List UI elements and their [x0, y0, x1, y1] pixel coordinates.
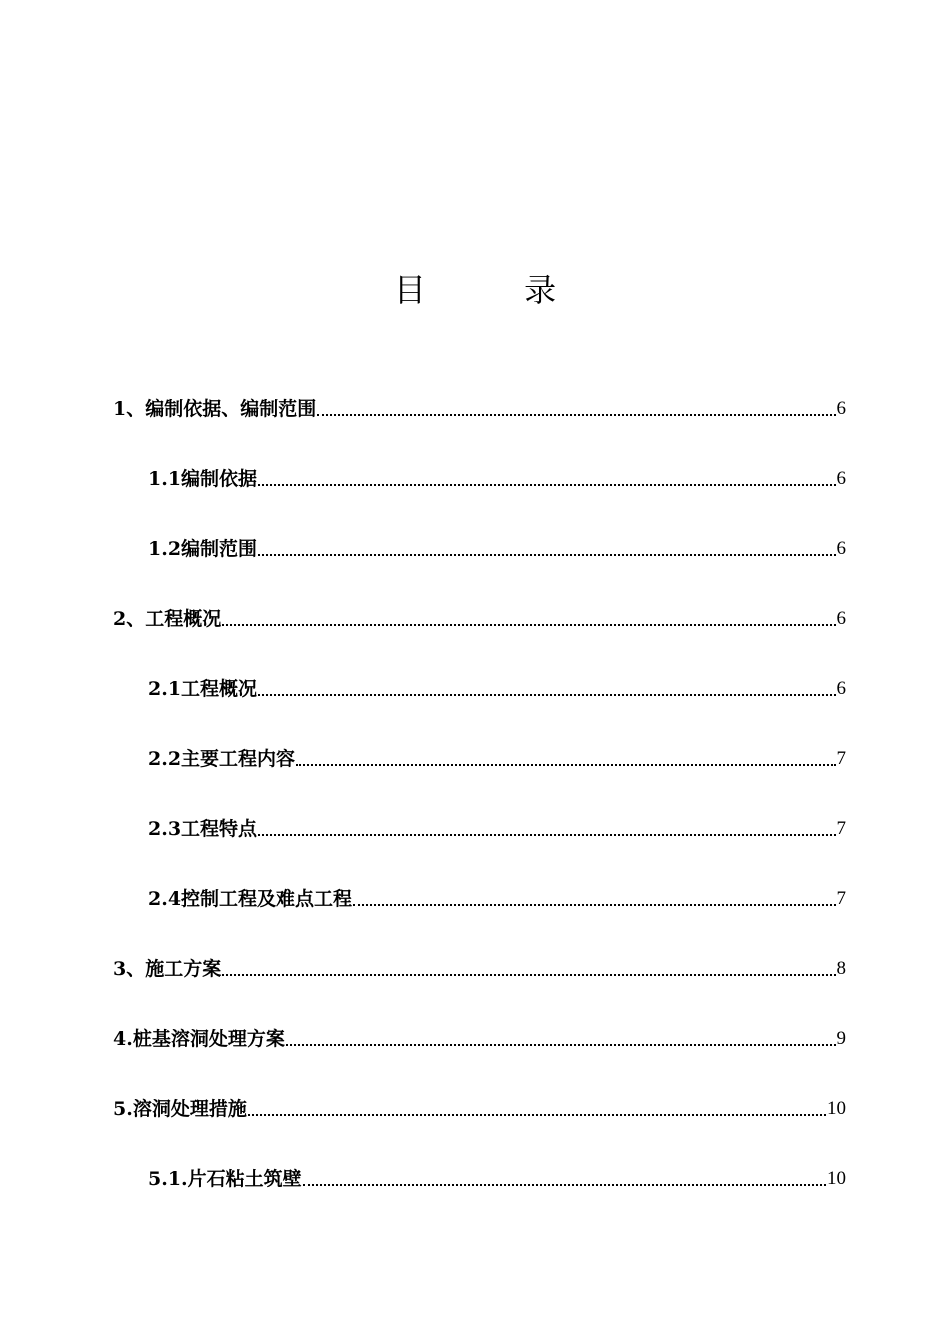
toc-entry-label: 3、施工方案: [113, 958, 222, 980]
toc-entry[interactable]: [113, 1018, 846, 1052]
toc-dot-leader: [258, 833, 835, 836]
toc-dot-leader: [317, 413, 835, 416]
toc-entry-page: 10: [827, 1168, 846, 1189]
toc-entry-page: 7: [836, 818, 846, 839]
toc-entry[interactable]: [148, 668, 846, 702]
toc-dot-leader: [303, 1183, 826, 1186]
toc-entry[interactable]: [113, 598, 846, 632]
toc-entry[interactable]: [113, 948, 846, 982]
toc-dot-leader: [258, 483, 835, 486]
toc-dot-leader: [296, 763, 835, 766]
toc-entry-label: 1.2编制范围: [148, 538, 258, 560]
toc-entry-page: 7: [836, 748, 846, 769]
toc-title: [0, 268, 950, 312]
toc-entry-label: 1.1编制依据: [148, 468, 258, 490]
toc-dot-leader: [222, 623, 835, 626]
toc-entry-label: 2.4控制工程及难点工程: [148, 888, 353, 910]
toc-entry-page: 10: [827, 1098, 846, 1119]
toc-entry[interactable]: [113, 388, 846, 422]
toc-entry-label: 2.1工程概况: [148, 678, 258, 700]
toc-entry[interactable]: [148, 528, 846, 562]
toc-entry-label: 4.桩基溶洞处理方案: [113, 1028, 285, 1050]
toc-entry-label: 2.3工程特点: [148, 818, 258, 840]
toc-entry-page: 9: [836, 1028, 846, 1049]
toc-dot-leader: [248, 1113, 826, 1116]
toc-entry-label: 2.2主要工程内容: [148, 748, 296, 770]
toc-title-char-1: 目: [393, 271, 426, 309]
toc-entry-label: 5.1.片石粘土筑壁: [148, 1168, 302, 1190]
toc-entry-page: 6: [836, 538, 846, 559]
toc-entry[interactable]: [148, 458, 846, 492]
toc-dot-leader: [258, 553, 835, 556]
toc-entry[interactable]: [148, 738, 846, 772]
toc-entry-page: 6: [836, 608, 846, 629]
toc-entry-page: 7: [836, 888, 846, 909]
toc-entry[interactable]: [148, 878, 846, 912]
toc-entry-label: 2、工程概况: [113, 608, 222, 630]
toc-entry-page: 6: [836, 468, 846, 489]
toc-dot-leader: [353, 903, 835, 906]
toc-title-char-2: 录: [524, 271, 557, 309]
toc-entry-label: 5.溶洞处理措施: [113, 1098, 247, 1120]
toc-entry[interactable]: [113, 1088, 846, 1122]
toc-dot-leader: [286, 1043, 836, 1046]
toc-entry[interactable]: [148, 808, 846, 842]
toc-entry-page: 6: [836, 398, 846, 419]
toc-entry-label: 1、编制依据、编制范围: [113, 398, 317, 420]
toc-entry[interactable]: [148, 1158, 846, 1192]
toc-dot-leader: [222, 973, 835, 976]
toc-dot-leader: [258, 693, 835, 696]
toc-entry-page: 6: [836, 678, 846, 699]
toc-entry-page: 8: [836, 958, 846, 979]
